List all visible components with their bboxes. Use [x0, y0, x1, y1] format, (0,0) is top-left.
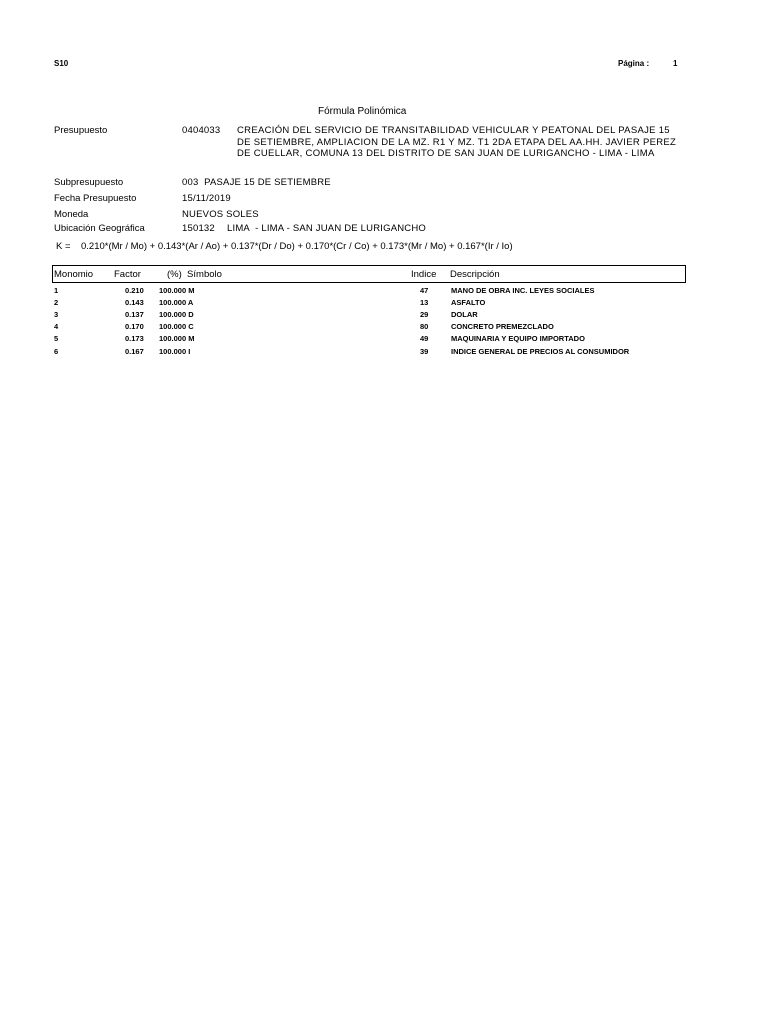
table-row [0, 334, 768, 346]
header-factor: Factor [114, 269, 141, 280]
header-monomio: Monomio [54, 269, 94, 280]
cell-simbolo: 100.000 D [159, 310, 194, 319]
cell-descripcion: CONCRETO PREMEZCLADO [451, 322, 554, 331]
cell-indice: 39 [420, 347, 429, 356]
ubicacion-value: LIMA - LIMA - SAN JUAN DE LURIGANCHO [227, 223, 427, 234]
header-descripcion: Descripción [450, 269, 500, 280]
cell-indice: 80 [420, 322, 429, 331]
header-indice: Indice [411, 269, 437, 280]
cell-factor: 0.170 [125, 322, 144, 331]
cell-indice: 29 [420, 310, 429, 319]
cell-factor: 0.143 [125, 298, 144, 307]
cell-monomio: 5 [54, 334, 59, 343]
cell-descripcion: ASFALTO [451, 298, 486, 307]
table-row [0, 347, 768, 359]
moneda-label: Moneda [54, 209, 89, 220]
page-label: Página : [618, 59, 650, 68]
cell-indice: 47 [420, 286, 429, 295]
table-row [0, 298, 768, 310]
cell-simbolo: 100.000 M [159, 286, 195, 295]
cell-monomio: 4 [54, 322, 59, 331]
formula-expression: 0.210*(Mr / Mo) + 0.143*(Ar / Ao) + 0.137*(Dr / Do) + 0.170*(Cr / Co) + 0.173*(Mr / Mo) + 0.167*(Ir / Io) [81, 241, 513, 252]
cell-descripcion: MANO DE OBRA INC. LEYES SOCIALES [451, 286, 595, 295]
cell-factor: 0.210 [125, 286, 144, 295]
cell-factor: 0.137 [125, 310, 144, 319]
cell-factor: 0.173 [125, 334, 144, 343]
cell-simbolo: 100.000 M [159, 334, 195, 343]
formula-label: K = [56, 241, 71, 252]
ubicacion-label: Ubicación Geográfica [54, 223, 145, 234]
table-row [0, 310, 768, 322]
cell-monomio: 2 [54, 298, 59, 307]
cell-descripcion: DOLAR [451, 310, 478, 319]
cell-monomio: 3 [54, 310, 59, 319]
ubicacion-code: 150132 [182, 223, 215, 234]
table-header [52, 265, 686, 283]
presupuesto-label: Presupuesto [54, 125, 108, 136]
cell-descripcion: INDICE GENERAL DE PRECIOS AL CONSUMIDOR [451, 347, 630, 356]
page-number: 1 [673, 59, 678, 68]
cell-factor: 0.167 [125, 347, 144, 356]
header-simbolo: (%) Símbolo [167, 269, 222, 280]
document-title: Fórmula Polinómica [318, 106, 407, 117]
table-row [0, 322, 768, 334]
fecha-value: 15/11/2019 [182, 193, 231, 204]
cell-simbolo: 100.000 I [159, 347, 191, 356]
cell-indice: 13 [420, 298, 429, 307]
moneda-value: NUEVOS SOLES [182, 209, 259, 220]
presupuesto-description: CREACIÓN DEL SERVICIO DE TRANSITABILIDAD VEHICULAR Y PEATONAL DEL PASAJE 15 DE SETIEMBRE, AMPLIACION DE LA MZ. R1 Y MZ. T1 2DA ETAPA DEL AA.HH. JAVIER PEREZ DE CUELLAR, COMUNA 13 DEL DISTRITO DE SAN JUAN DE LURIGANCHO - LIMA - LIMA [237, 125, 677, 159]
subpresupuesto-label: Subpresupuesto [54, 177, 124, 188]
fecha-label: Fecha Presupuesto [54, 193, 137, 204]
cell-descripcion: MAQUINARIA Y EQUIPO IMPORTADO [451, 334, 585, 343]
presupuesto-code: 0404033 [182, 125, 221, 136]
cell-monomio: 1 [54, 286, 59, 295]
cell-indice: 49 [420, 334, 429, 343]
cell-simbolo: 100.000 A [159, 298, 194, 307]
cell-simbolo: 100.000 C [159, 322, 194, 331]
report-code: S10 [54, 59, 69, 68]
table-row [0, 286, 768, 298]
cell-monomio: 6 [54, 347, 59, 356]
subpresupuesto-value: 003 PASAJE 15 DE SETIEMBRE [182, 177, 331, 188]
